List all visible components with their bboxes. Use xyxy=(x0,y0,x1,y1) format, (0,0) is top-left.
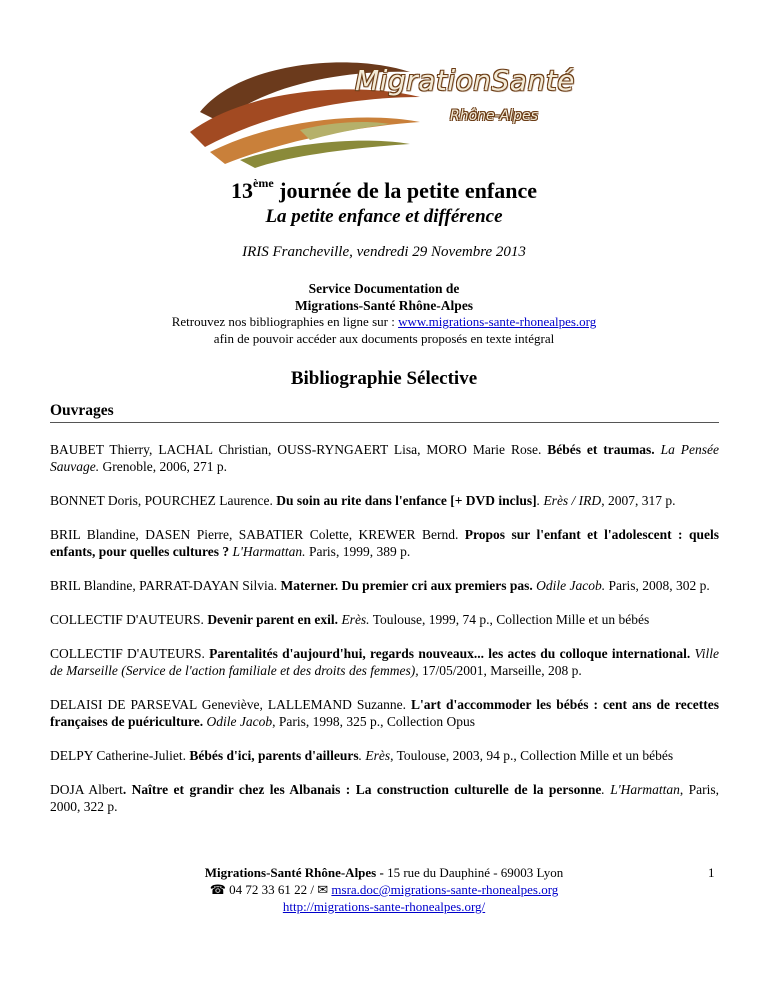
bibliography-entry: COLLECTIF D'AUTEURS. Devenir parent en exil. Erès. Toulouse, 1999, 74 p., Collection Mille et un bébés xyxy=(50,612,650,627)
online-notice: Retrouvez nos bibliographies en ligne sur : www.migrations-sante-rhonealpes.org afin de pouvoir accéder aux documents proposés en texte intégral xyxy=(171,314,597,346)
bibliography-entry: DOJA Albert. Naître et grandir chez les Albanais : La construction culturelle de la personne. L'Harmattan, Paris, 2000, 322 p. xyxy=(50,782,719,814)
bibliography-entry: DELPY Catherine-Juliet. Bébés d'ici, parents d'ailleurs. Erès, Toulouse, 2003, 94 p., Collection Mille et un bébés xyxy=(50,748,674,763)
bibliography-entry: COLLECTIF D'AUTEURS. Parentalités d'aujourd'hui, regards nouveaux... les actes du colloque international. Ville de Marseille (Service de l'action familiale et des droits des femmes), 17/05/2001, Marseille, 208 p. xyxy=(50,646,719,678)
event-title: 13ème journée de la petite enfance xyxy=(231,175,537,203)
footer-org: Migrations-Santé Rhône-Alpes - xyxy=(204,865,384,880)
bibliography-entry: DELAISI DE PARSEVAL Geneviève, LALLEMAND Suzanne. L'art d'accommoder les bébés : cent ans de recettes françaises de puériculture. Odile Jacob, Paris, 1998, 325 p., Collection Opus xyxy=(50,697,719,729)
logo-brand-text: MigrationSanté xyxy=(355,64,575,97)
page-number: 1 xyxy=(708,865,715,880)
footer-phone: ☎ 04 72 33 61 22 / ✉ xyxy=(209,882,332,897)
footer-address: 15 rue du Dauphiné - 69003 Lyon xyxy=(383,865,564,880)
website-link[interactable]: www.migrations-sante-rhonealpes.org xyxy=(398,314,597,329)
bibliography-entry: BAUBET Thierry, LACHAL Christian, OUSS-RYNGAERT Lisa, MORO Marie Rose. Bébés et traumas. La Pensée Sauvage. Grenoble, 2006, 271 p. xyxy=(50,442,720,474)
event-subtitle: La petite enfance et différence xyxy=(265,206,503,227)
footer-url-link[interactable]: http://migrations-sante-rhonealpes.org/ xyxy=(282,899,486,914)
bibliography-entry: BONNET Doris, POURCHEZ Laurence. Du soin au rite dans l'enfance [+ DVD inclus]. Erès / IRD, 2007, 317 p. xyxy=(50,493,676,508)
bibliography-entry: BRIL Blandine, DASEN Pierre, SABATIER Colette, KREWER Bernd. Propos sur l'enfant et l'adolescent : quels enfants, pour quelles cultures ? L'Harmattan. Paris, 1999, 389 p. xyxy=(50,527,719,559)
event-place-date: IRIS Francheville, vendredi 29 Novembre 2013 xyxy=(242,244,526,260)
page-footer xyxy=(0,864,768,915)
bibliography-title: Bibliographie Sélective xyxy=(290,368,478,389)
logo-region-text: Rhône-Alpes xyxy=(450,108,538,124)
bibliography-list xyxy=(50,441,719,832)
service-heading: Service Documentation de Migrations-Santé Rhône-Alpes xyxy=(294,281,474,313)
footer-email-link[interactable]: msra.doc@migrations-sante-rhonealpes.org xyxy=(331,882,559,897)
section-heading: Ouvrages xyxy=(50,402,719,423)
migrations-sante-logo xyxy=(180,52,580,170)
bibliography-entry: BRIL Blandine, PARRAT-DAYAN Silvia. Materner. Du premier cri aux premiers pas. Odile Jacob. Paris, 2008, 302 p. xyxy=(50,578,710,593)
